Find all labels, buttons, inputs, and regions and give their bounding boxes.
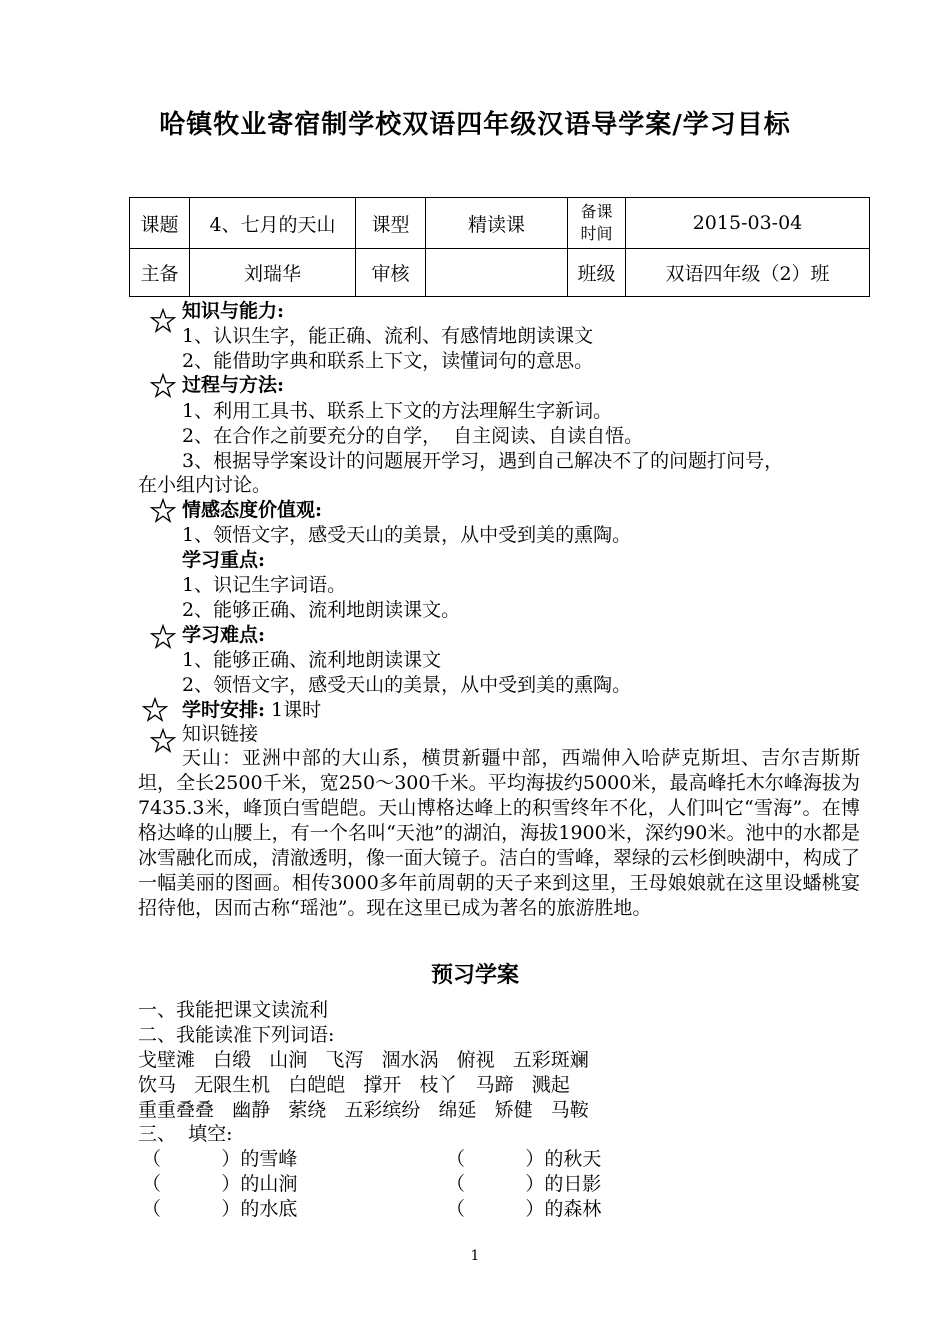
link-heading: 知识链接 bbox=[182, 723, 259, 745]
knowledge-item: 2、能借助字典和联系上下文，读懂词句的意思。 bbox=[182, 350, 594, 372]
star-outline-icon bbox=[150, 498, 176, 524]
fill-blank: （ ）的日影 bbox=[446, 1173, 602, 1195]
star-outline-icon bbox=[150, 624, 176, 650]
info-row-1 bbox=[130, 198, 870, 249]
process-item: 2、在合作之前要充分的自学， 自主阅读、自读自悟。 bbox=[182, 425, 644, 447]
star-outline-icon bbox=[150, 308, 176, 334]
process-item: 1、利用工具书、联系上下文的方法理解生字新词。 bbox=[182, 400, 613, 422]
fill-blank: （ ）的水底 bbox=[142, 1198, 298, 1220]
class-value: 双语四年级（2）班 bbox=[626, 249, 870, 297]
review-label: 审核 bbox=[356, 249, 426, 297]
process-heading: 过程与方法: bbox=[182, 374, 285, 396]
preview-item: 一、我能把课文读流利 bbox=[138, 999, 329, 1021]
prep-time-label-line-2: 时间 bbox=[580, 224, 613, 243]
preview-item: 三、 填空: bbox=[138, 1123, 233, 1145]
word-row: 戈壁滩 白缎 山涧 飞泻 涸水涡 俯视 五彩斑斓 bbox=[138, 1049, 589, 1071]
fill-blank: （ ）的森林 bbox=[446, 1198, 602, 1220]
hours-heading: 学时安排: bbox=[182, 699, 266, 721]
emotion-heading: 情感态度价值观: bbox=[182, 499, 323, 521]
type-label: 课型 bbox=[356, 198, 426, 249]
prep-time-value: 2015-03-04 bbox=[626, 198, 870, 249]
preview-heading: 预习学案 bbox=[430, 962, 519, 988]
hours-line bbox=[182, 698, 321, 722]
hours-value: 1课时 bbox=[265, 699, 322, 721]
difficulty-item: 1、能够正确、流利地朗读课文 bbox=[182, 649, 442, 671]
process-item: 在小组内讨论。 bbox=[138, 474, 272, 496]
type-value: 精读课 bbox=[426, 198, 568, 249]
word-row: 饮马 无限生机 白皑皑 撑开 枝丫 马蹄 溅起 bbox=[138, 1074, 570, 1096]
star-outline-icon bbox=[150, 373, 176, 399]
topic-value: 4、七月的天山 bbox=[190, 198, 356, 249]
fill-blank: （ ）的秋天 bbox=[446, 1148, 602, 1170]
word-row: 重重叠叠 幽静 萦绕 五彩缤纷 绵延 矫健 马鞍 bbox=[138, 1099, 589, 1121]
knowledge-item: 1、认识生字，能正确、流利、有感情地朗读课文 bbox=[182, 325, 594, 347]
key-item: 1、识记生字词语。 bbox=[182, 574, 347, 596]
review-value bbox=[426, 249, 568, 297]
class-label: 班级 bbox=[568, 249, 626, 297]
knowledge-heading: 知识与能力: bbox=[182, 300, 285, 322]
lead-label: 主备 bbox=[130, 249, 190, 297]
prep-time-label-line-1: 备课 bbox=[580, 202, 613, 221]
preview-item: 二、我能读准下列词语: bbox=[138, 1024, 335, 1046]
fill-blank: （ ）的雪峰 bbox=[142, 1148, 298, 1170]
knowledge-link-paragraph: 天山：亚洲中部的大山系，横贯新疆中部，西端伸入哈萨克斯坦、吉尔吉斯斯坦，全长2500千米，宽250～300千米。平均海拔约5000米，最高峰托木尔峰海拔为7435.3米，峰顶白雪皑皑。天山博格达峰上的积雪终年不化，人们叫它“雪海”。在博格达峰的山腰上，有一个名叫“天池”的湖泊，海拔1900米，深约90米。池中的水都是冰雪融化而成，清澈透明，像一面大镜子。洁白的雪峰，翠绿的云杉倒映湖中，构成了一幅美丽的图画。相传3000多年前周朝的天子来到这里，王母娘娘就在这里设蟠桃宴招待他，因而古称“瑶池”。现在这里已成为著名的旅游胜地。 bbox=[138, 747, 861, 919]
page-title: 哈镇牧业寄宿制学校双语四年级汉语导学案/学习目标 bbox=[159, 110, 791, 140]
topic-label: 课题 bbox=[130, 198, 190, 249]
difficulty-item: 2、领悟文字，感受天山的美景，从中受到美的熏陶。 bbox=[182, 674, 632, 696]
star-outline-icon bbox=[142, 697, 168, 723]
process-item: 3、根据导学案设计的问题展开学习，遇到自己解决不了的问题打问号， bbox=[182, 450, 784, 472]
lead-value: 刘瑞华 bbox=[190, 249, 356, 297]
emotion-item: 1、领悟文字，感受天山的美景，从中受到美的熏陶。 bbox=[182, 524, 632, 546]
difficulty-heading: 学习难点: bbox=[182, 624, 266, 646]
prep-time-label bbox=[568, 198, 626, 249]
lesson-info-table bbox=[129, 197, 870, 297]
page-number: 1 bbox=[470, 1248, 480, 1264]
fill-blank: （ ）的山涧 bbox=[142, 1173, 298, 1195]
info-row-2 bbox=[130, 249, 870, 297]
key-heading: 学习重点: bbox=[182, 549, 266, 571]
key-item: 2、能够正确、流利地朗读课文。 bbox=[182, 599, 461, 621]
